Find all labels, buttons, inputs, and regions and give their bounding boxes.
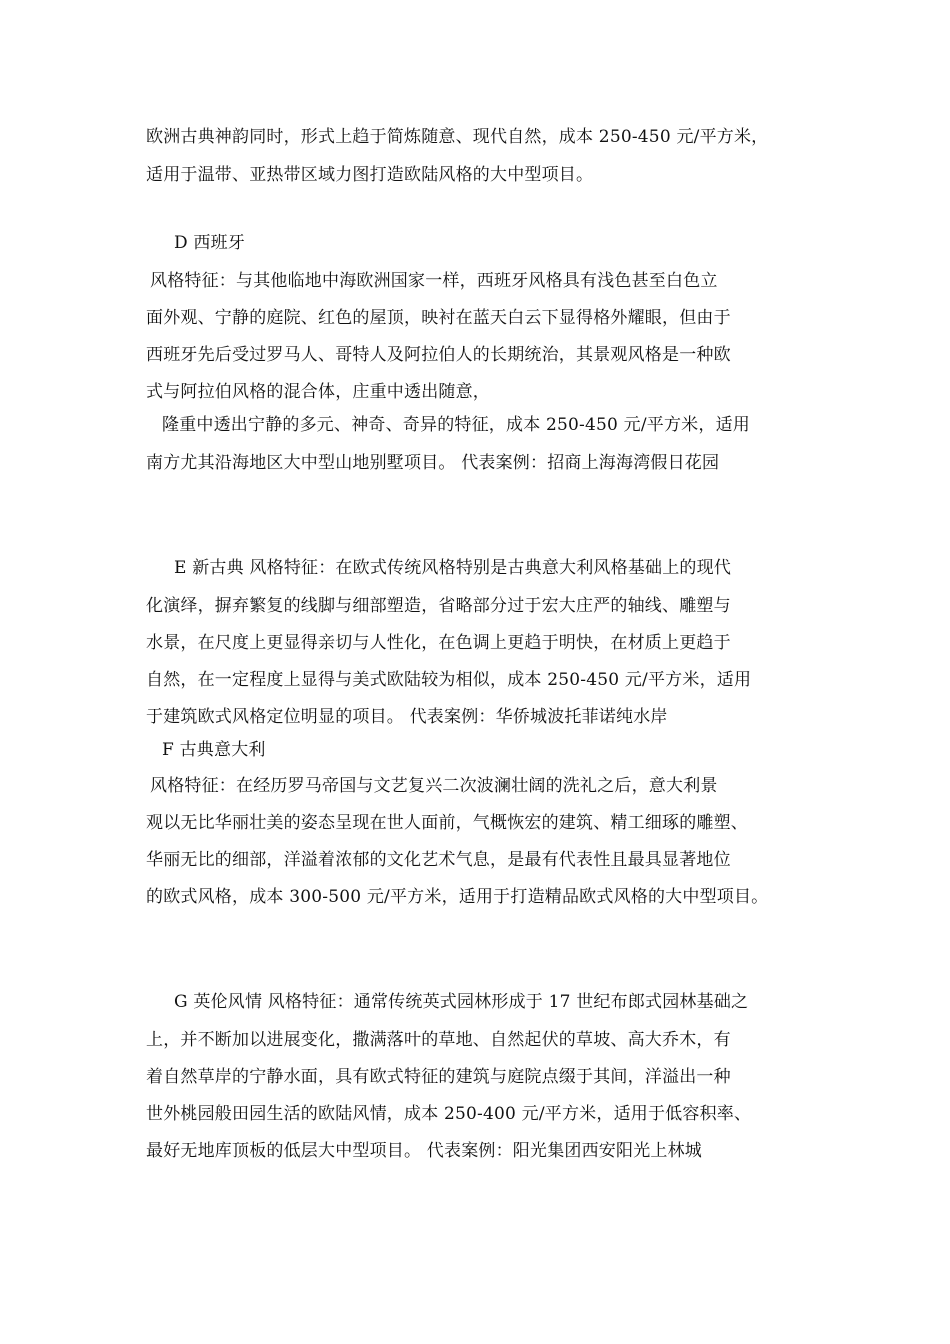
paragraph-line: 西班牙先后受过罗马人、哥特人及阿拉伯人的长期统治，其景观风格是一种欧	[146, 345, 731, 365]
paragraph-line: 的欧式风格，成本 300-500 元/平方米，适用于打造精品欧式风格的大中型项目。	[146, 887, 769, 907]
paragraph-line: 自然，在一定程度上显得与美式欧陆较为相似，成本 250-450 元/平方米，适用	[146, 670, 752, 690]
paragraph-line: 上，并不断加以进展变化，撒满落叶的草地、自然起伏的草坡、高大乔木，有	[146, 1030, 731, 1050]
paragraph-line: 最好无地库顶板的低层大中型项目。 代表案例：阳光集团西安阳光上林城	[146, 1141, 703, 1161]
paragraph-line: 着自然草岸的宁静水面，具有欧式特征的建筑与庭院点缀于其间，洋溢出一种	[146, 1067, 731, 1087]
paragraph-line: 水景，在尺度上更显得亲切与人性化，在色调上更趋于明快，在材质上更趋于	[146, 633, 731, 653]
section-heading-classical-italy: F 古典意大利	[162, 740, 266, 760]
paragraph-line: 化演绎，摒弃繁复的线脚与细部塑造，省略部分过于宏大庄严的轴线、雕塑与	[146, 596, 731, 616]
paragraph-line: 风格特征：在经历罗马帝国与文艺复兴二次波澜壮阔的洗礼之后，意大利景	[150, 776, 718, 796]
paragraph-line: 观以无比华丽壮美的姿态呈现在世人面前，气概恢宏的建筑、精工细琢的雕塑、	[146, 813, 748, 833]
paragraph-line: 面外观、宁静的庭院、红色的屋顶，映衬在蓝天白云下显得格外耀眼，但由于	[146, 308, 731, 328]
paragraph-line: 适用于温带、亚热带区域力图打造欧陆风格的大中型项目。	[146, 165, 594, 185]
paragraph-line: 世外桃园般田园生活的欧陆风情，成本 250-400 元/平方米，适用于低容积率、	[146, 1104, 752, 1124]
section-heading-neoclassical: E 新古典 风格特征：在欧式传统风格特别是古典意大利风格基础上的现代	[174, 558, 732, 578]
paragraph-line: 欧洲古典神韵同时，形式上趋于简炼随意、现代自然，成本 250-450 元/平方米，	[146, 127, 769, 147]
paragraph-line: 于建筑欧式风格定位明显的项目。 代表案例：华侨城波托菲诺纯水岸	[146, 707, 668, 727]
paragraph-line: 南方尤其沿海地区大中型山地别墅项目。 代表案例：招商上海海湾假日花园	[146, 453, 720, 473]
section-heading-english-style: G 英伦风情 风格特征：通常传统英式园林形成于 17 世纪布郎式园林基础之	[174, 992, 749, 1012]
paragraph-line: 隆重中透出宁静的多元、神奇、奇异的特征，成本 250-450 元/平方米，适用	[162, 415, 750, 435]
section-heading-spain: D 西班牙	[174, 233, 246, 253]
paragraph-line: 华丽无比的细部，洋溢着浓郁的文化艺术气息，是最有代表性且最具显著地位	[146, 850, 731, 870]
paragraph-line: 式与阿拉伯风格的混合体，庄重中透出随意，	[146, 382, 490, 402]
paragraph-line: 风格特征：与其他临地中海欧洲国家一样，西班牙风格具有浅色甚至白色立	[150, 271, 718, 291]
